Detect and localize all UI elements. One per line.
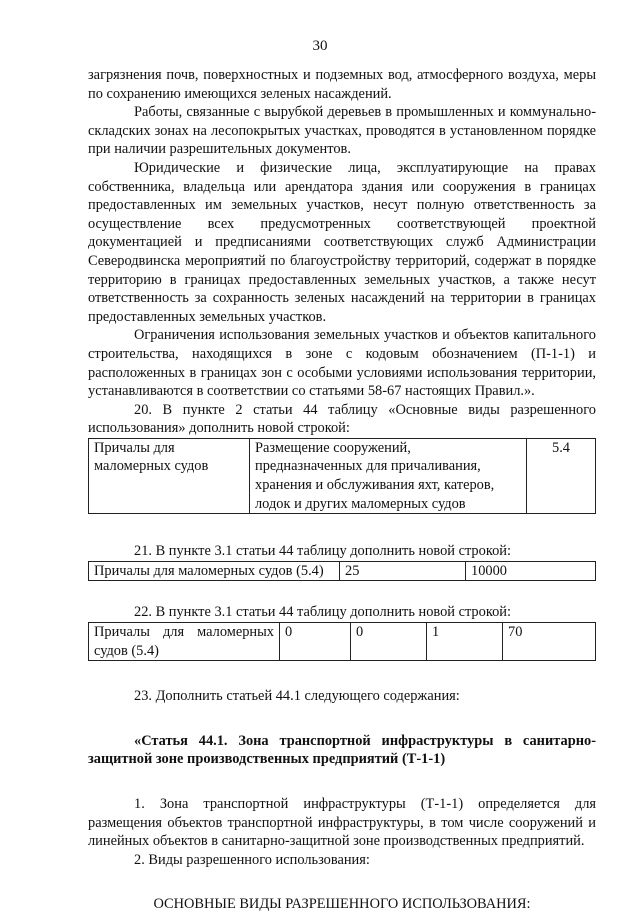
paragraph: 1. Зона транспортной инфраструктуры (Т-1-1) определяется для размещения объектов транспортной инфраструктуры, в том числе сооружений и линейных объектов в санитарно-защитной зоне производственных предприятий. bbox=[88, 796, 596, 850]
table-cell: 0 bbox=[280, 623, 351, 661]
table-item-21 bbox=[88, 561, 596, 582]
table-cell: 10000 bbox=[466, 561, 596, 581]
table-row bbox=[89, 438, 596, 513]
item-21: 21. В пункте 3.1 статьи 44 таблицу дополнить новой строкой: bbox=[134, 543, 511, 560]
item-23: 23. Дополнить статьей 44.1 следующего содержания: bbox=[134, 688, 460, 705]
article-heading: «Статья 44.1. Зона транспортной инфраструктуры в санитарно-защитной зоне производственных предприятий (Т-1-1) bbox=[88, 732, 596, 768]
table-cell: 1 bbox=[427, 623, 503, 661]
paragraph: 2. Виды разрешенного использования: bbox=[134, 851, 370, 868]
table-row bbox=[89, 561, 596, 581]
table-cell: 25 bbox=[340, 561, 466, 581]
table-cell: Причалы для маломерных судов (5.4) bbox=[89, 561, 340, 581]
table-main-use-types bbox=[88, 438, 596, 514]
item-22: 22. В пункте 3.1 статьи 44 таблицу дополнить новой строкой: bbox=[134, 604, 511, 621]
table-row bbox=[89, 623, 596, 661]
table-item-22 bbox=[88, 622, 596, 661]
paragraph: Работы, связанные с вырубкой деревьев в промышленных и коммунально-складских зонах на лесопокрытых участках, проводятся в установленном порядке при наличии разрешительных документов. bbox=[88, 104, 596, 158]
document-body bbox=[88, 66, 596, 914]
table-cell: Причалы для маломерных судов (5.4) bbox=[89, 623, 280, 661]
paragraph: Ограничения использования земельных участков и объектов капитального строительства, находящихся в зоне с кодовым обозначением (П-1-1) и расположенных в границах зон с особыми условиями использования территории, устанавливаются в соответствии со статьями 58-67 настоящих Правил.». bbox=[88, 327, 596, 400]
table-cell: 70 bbox=[503, 623, 596, 661]
item-20: 20. В пункте 2 статьи 44 таблицу «Основные виды разрешенного использования» дополнить новой строкой: bbox=[88, 401, 596, 437]
table-cell: 0 bbox=[351, 623, 427, 661]
table-cell-code: 5.4 bbox=[527, 438, 596, 513]
section-caption: ОСНОВНЫЕ ВИДЫ РАЗРЕШЕННОГО ИСПОЛЬЗОВАНИЯ: bbox=[153, 896, 531, 913]
table-cell-description: Размещение сооружений, предназначенных для причаливания, хранения и обслуживания яхт, катеров, лодок и других маломерных судов bbox=[250, 438, 527, 513]
paragraph: загрязнения почв, поверхностных и подземных вод, атмосферного воздуха, меры по сохранению имеющихся зеленых насаждений. bbox=[88, 67, 596, 102]
paragraph: Юридические и физические лица, эксплуатирующие на правах собственника, владельца или арендатора здания или сооружения в границах предоставленных им земельных участков, несут полную ответственность за осуществление всех предусмотренных соответствующей проектной документацией и предписаниями соответствующих служб Администрации Северодвинска мероприятий по благоустройству территорий, содержат в порядке территорию в границах предоставленных земельных участков, а также несут ответственность за сохранность зеленых насаждений на территории в границах предоставленных земельных участков. bbox=[88, 159, 596, 325]
table-cell-name: Причалы для маломерных судов bbox=[89, 438, 250, 513]
page-number: 30 bbox=[312, 38, 328, 54]
